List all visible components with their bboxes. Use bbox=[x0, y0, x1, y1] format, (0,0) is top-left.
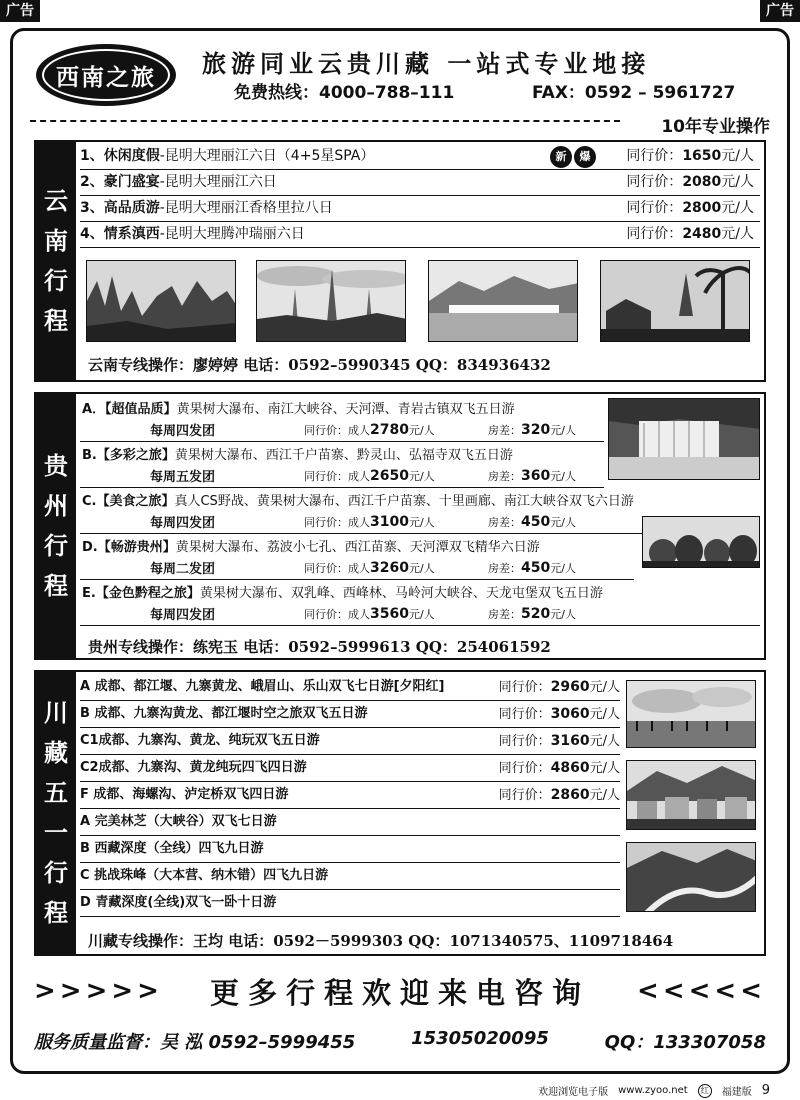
header bbox=[14, 32, 786, 120]
dotted-line bbox=[30, 120, 620, 122]
guizhou-route-a[interactable]: A．【超值品质】黄果树大瀑布、南江大峡谷、天河潭、青岩古镇双飞五日游 每周四发团 同行价：成人2780元/人 房差：320元/人 bbox=[80, 396, 604, 442]
yunnan-route-3[interactable]: 3、高品质游-昆明大理丽江香格里拉八日 同行价：2800元/人 bbox=[80, 196, 760, 222]
temple-palm-photo bbox=[600, 260, 750, 342]
footer-site-link[interactable]: www.zyoo.net bbox=[618, 1085, 688, 1096]
stone-forest-photo bbox=[86, 260, 236, 342]
waterfall-photo bbox=[608, 398, 760, 480]
yunnan-route-4[interactable]: 4、情系滇西-昆明大理腾冲瑞丽六日 同行价：2480元/人 bbox=[80, 222, 760, 248]
three-pagodas-photo bbox=[256, 260, 406, 342]
sichuan-route-b[interactable]: B 成都、九寨沟黄龙、都江堰时空之旅双飞五日游 同行价：3060元/人 bbox=[80, 701, 620, 728]
yunnan-section bbox=[34, 140, 766, 382]
yunnan-route-1[interactable]: 1、休闲度假-昆明大理丽江六日（4+5星SPA） 新 爆 同行价：1650元/人 bbox=[80, 144, 760, 170]
fax-number: FAX：0592 – 5961727 bbox=[532, 83, 736, 103]
guizhou-side-label: 贵 州 行 程 bbox=[36, 394, 76, 658]
quality-supervision bbox=[34, 1028, 766, 1054]
banner-text: 更多行程欢迎来电咨询 bbox=[209, 975, 590, 1010]
lake-resort-photo bbox=[428, 260, 578, 342]
route-price: 同行价：2480元/人 bbox=[626, 226, 754, 242]
sichuan-tibet-section bbox=[34, 670, 766, 956]
sichuan-contact: 川藏专线操作：王均 电话：0592－5999303 QQ：1071340575、1109718464 bbox=[88, 932, 674, 950]
consult-banner bbox=[34, 968, 766, 1014]
page-number: 9 bbox=[761, 1083, 770, 1098]
supervisor-qq: QQ：133307058 bbox=[604, 1032, 766, 1053]
ad-tag-left: 广告 bbox=[0, 0, 40, 22]
footer-welcome: 欢迎浏览电子版 bbox=[538, 1087, 609, 1098]
route-price: 同行价：2080元/人 bbox=[626, 174, 754, 190]
tibet-route-b[interactable]: B 西藏深度（全线）四飞九日游 bbox=[80, 836, 620, 863]
sichuan-side-label: 川 藏 五 一 行 程 bbox=[36, 672, 76, 954]
tagline: 10年专业操作 bbox=[661, 117, 770, 137]
chevrons-right-icon: >>>>> bbox=[34, 976, 163, 1006]
guizhou-section bbox=[34, 392, 766, 660]
guizhou-route-d[interactable]: D.【畅游贵州】黄果树大瀑布、荔波小七孔、西江苗寨、天河潭双飞精华六日游 每周二发团 同行价：成人3260元/人 房差：450元/人 bbox=[80, 534, 634, 580]
tibet-village-photo bbox=[626, 760, 756, 830]
tibet-route-a[interactable]: A 完美林芝（大峡谷）双飞七日游 bbox=[80, 809, 620, 836]
yunnan-contact: 云南专线操作：廖婷婷 电话：0592–5990345 QQ：834936432 bbox=[88, 356, 551, 374]
hotline: 免费热线：4000–788–111 bbox=[234, 83, 455, 103]
tibet-route-d[interactable]: D 青藏深度(全线)双飞一卧十日游 bbox=[80, 890, 620, 917]
footer-edition: 福建版 bbox=[721, 1087, 752, 1098]
sichuan-route-c2[interactable]: C2成都、九寨沟、黄龙纯玩四飞四日游 同行价：4860元/人 bbox=[80, 755, 620, 782]
sichuan-route-a[interactable]: A 成都、都江堰、九寨黄龙、峨眉山、乐山双飞七日游[夕阳红] 同行价：2960元/人 bbox=[80, 674, 620, 701]
tibet-route-c[interactable]: C 挑战珠峰（大本营、纳木错）四飞九日游 bbox=[80, 863, 620, 890]
guizhou-route-c[interactable]: C.【美食之旅】真人CS野战、黄果树大瀑布、西江千户苗寨、十里画廊、南江大峡谷双飞六日游 每周四发团 同行价：成人3100元/人 房差：450元/人 bbox=[80, 488, 760, 534]
supervisor-mobile: 15305020095 bbox=[411, 1028, 549, 1049]
karst-hills-photo bbox=[642, 516, 760, 568]
ad-tag-right: 广告 bbox=[760, 0, 800, 22]
supervisor-phone: 服务质量监督：吴 泓 0592–5999455 bbox=[34, 1032, 356, 1053]
logo-text: 西南之旅 bbox=[42, 49, 170, 101]
logo bbox=[36, 44, 176, 106]
route-price: 同行价：2800元/人 bbox=[626, 200, 754, 216]
route-price: 同行价：1650元/人 bbox=[626, 148, 754, 164]
header-divider bbox=[30, 112, 770, 137]
guizhou-route-b[interactable]: B.【多彩之旅】黄果树大瀑布、西江千户苗寨、黔灵山、弘福寺双飞五日游 每周五发团 同行价：成人2650元/人 房差：360元/人 bbox=[80, 442, 604, 488]
footer bbox=[538, 1083, 770, 1098]
guizhou-route-e[interactable]: E.【金色黔程之旅】黄果树大瀑布、双乳峰、西峰林、马岭河大峡谷、天龙屯堡双飞五日游 每周四发团 同行价：成人3560元/人 房差：520元/人 bbox=[80, 580, 760, 626]
sichuan-route-c1[interactable]: C1成都、九寨沟、黄龙、纯玩双飞五日游 同行价：3160元/人 bbox=[80, 728, 620, 755]
yunnan-side-label: 云 南 行 程 bbox=[36, 142, 76, 380]
guizhou-contact: 贵州专线操作：练宪玉 电话：0592–5999613 QQ：254061592 bbox=[88, 638, 551, 656]
chevrons-left-icon: <<<<< bbox=[637, 976, 766, 1006]
new-hot-badge: 新 爆 bbox=[550, 146, 600, 168]
sichuan-route-f[interactable]: F 成都、海螺沟、泸定桥双飞四日游 同行价：2860元/人 bbox=[80, 782, 620, 809]
slogan: 旅游同业云贵川藏 一站式专业地接 bbox=[202, 49, 651, 78]
yunnan-route-2[interactable]: 2、豪门盛宴-昆明大理丽江六日 同行价：2080元/人 bbox=[80, 170, 760, 196]
red-stamp-icon: 红 bbox=[698, 1084, 712, 1098]
grassland-photo bbox=[626, 680, 756, 748]
river-valley-photo bbox=[626, 842, 756, 912]
